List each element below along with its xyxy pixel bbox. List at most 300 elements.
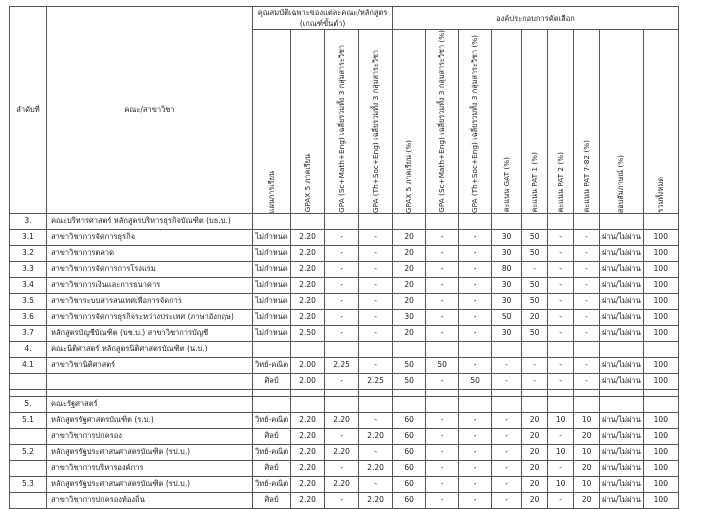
criteria-cell: ไม่กำหนด [253,277,291,293]
criteria-cell: - [492,357,522,373]
criteria-cell: - [325,492,359,508]
criteria-cell: 50 [426,357,459,373]
criteria-cell: 2.20 [291,245,325,261]
criteria-cell: 2.20 [291,476,325,492]
criteria-cell: - [459,293,492,309]
section-empty-cell [291,213,325,229]
criteria-cell: 20 [522,412,548,428]
header-col-label: คะแนน PAT 7-82 (%) [581,140,591,213]
criteria-cell: 10 [548,412,574,428]
program-name [47,373,253,389]
section-title: คณะบริหารศาสตร์ หลักสูตรบริหารธุรกิจบัณฑิต (บธ.บ.) [47,213,253,229]
criteria-cell: 100 [643,373,678,389]
criteria-cell: ผ่าน/ไม่ผ่าน [600,428,644,444]
spacer-cell [10,389,47,396]
criteria-cell: 20 [393,245,426,261]
criteria-cell: - [325,373,359,389]
criteria-cell: 2.20 [291,428,325,444]
criteria-cell: 50 [522,325,548,341]
criteria-cell: - [548,245,574,261]
criteria-cell: - [574,229,600,245]
criteria-cell: - [459,245,492,261]
criteria-cell: 2.20 [291,309,325,325]
criteria-cell: ผ่าน/ไม่ผ่าน [600,325,644,341]
criteria-cell: ผ่าน/ไม่ผ่าน [600,309,644,325]
criteria-cell: 100 [643,460,678,476]
criteria-cell: - [426,261,459,277]
criteria-cell: - [574,277,600,293]
section-empty-cell [253,213,291,229]
row-number: 5.3 [10,476,47,492]
header-col-label: GPA (Th+Soc+Eng) เฉลี่ยรวมทั้ง 3 กลุ่มสาระวิชา (%) [470,34,480,213]
section-empty-cell [393,213,426,229]
criteria-cell: วิทย์-คณิต [253,357,291,373]
criteria-cell: 50 [459,373,492,389]
spacer-cell [548,389,574,396]
section-empty-cell [574,396,600,412]
criteria-cell: 60 [393,492,426,508]
criteria-cell: - [359,261,393,277]
section-empty-cell [548,213,574,229]
criteria-cell: - [359,293,393,309]
program-name: สาขาวิชาการจัดการธุรกิจ [47,229,253,245]
criteria-cell: - [548,428,574,444]
admission-criteria-table [9,6,679,509]
section-empty-cell [459,396,492,412]
spacer-cell [253,389,291,396]
section-empty-cell [393,341,426,357]
section-empty-cell [291,341,325,357]
criteria-cell: - [548,229,574,245]
header-col-3 [359,30,393,214]
row-number: 3.5 [10,293,47,309]
criteria-cell: 2.20 [359,492,393,508]
section-empty-cell [643,213,678,229]
criteria-cell: - [426,476,459,492]
criteria-cell: ไม่กำหนด [253,325,291,341]
criteria-cell: 2.20 [291,492,325,508]
criteria-cell: - [426,428,459,444]
criteria-cell: - [359,476,393,492]
spacer-cell [492,389,522,396]
criteria-cell: - [359,309,393,325]
criteria-cell: ศิลป์ [253,460,291,476]
header-col-label: GPA (Sc+Math+Eng) เฉลี่ยรวมทั้ง 3 กลุ่มสาระวิชา (%) [437,30,447,213]
header-col-9 [548,30,574,214]
admission-criteria-sheet [9,6,679,509]
criteria-cell: - [459,476,492,492]
criteria-cell: 100 [643,357,678,373]
row-number: 3.1 [10,229,47,245]
criteria-cell: 30 [492,229,522,245]
row-number: 3.4 [10,277,47,293]
section-empty-cell [600,213,644,229]
row-number: 3.7 [10,325,47,341]
criteria-cell: วิทย์-คณิต [253,444,291,460]
section-empty-cell [492,396,522,412]
section-empty-cell [253,396,291,412]
program-name: สาขาวิชานิติศาสตร์ [47,357,253,373]
criteria-cell: ไม่กำหนด [253,229,291,245]
criteria-cell: ไม่กำหนด [253,261,291,277]
section-empty-cell [426,213,459,229]
header-group-components: องค์ประกอบการคัดเลือก [393,7,679,30]
criteria-cell: 20 [522,309,548,325]
criteria-cell: ผ่าน/ไม่ผ่าน [600,229,644,245]
criteria-cell: - [492,444,522,460]
criteria-cell: 20 [574,428,600,444]
section-empty-cell [426,396,459,412]
criteria-cell: วิทย์-คณิต [253,412,291,428]
section-number: 3. [10,213,47,229]
criteria-cell: 100 [643,261,678,277]
criteria-cell: 10 [548,476,574,492]
table-row [10,309,679,325]
criteria-cell: 2.20 [291,460,325,476]
criteria-cell: 10 [574,476,600,492]
section-number: 5. [10,396,47,412]
criteria-cell: - [426,277,459,293]
criteria-cell: - [459,460,492,476]
criteria-cell: - [459,492,492,508]
row-number [10,492,47,508]
section-empty-cell [522,341,548,357]
criteria-cell: - [359,325,393,341]
criteria-cell: 2.20 [359,428,393,444]
criteria-cell: - [325,309,359,325]
criteria-cell: - [426,245,459,261]
criteria-cell: 30 [393,309,426,325]
header-col-label: GPAX 5 ภาคเรียน [302,154,312,213]
criteria-cell: - [426,444,459,460]
criteria-cell: วิทย์-คณิต [253,476,291,492]
header-col-5 [426,30,459,214]
criteria-cell: 2.20 [359,460,393,476]
criteria-cell: - [522,261,548,277]
spacer-cell [574,389,600,396]
header-col-10 [574,30,600,214]
section-empty-cell [522,396,548,412]
table-row [10,357,679,373]
criteria-cell: 2.20 [291,412,325,428]
criteria-cell: - [426,373,459,389]
criteria-cell: 100 [643,325,678,341]
program-name: สาขาวิชาการจัดการธุรกิจระหว่างประเทศ (ภาษาอังกฤษ) [47,309,253,325]
section-empty-cell [325,213,359,229]
criteria-cell: 100 [643,229,678,245]
section-empty-cell [459,213,492,229]
section-title: คณะรัฐศาสตร์ [47,396,253,412]
criteria-cell: - [426,492,459,508]
program-name: หลักสูตรบัญชีบัณฑิต (บช.บ.) สาขาวิชาการบัญชี [47,325,253,341]
criteria-cell: - [548,460,574,476]
criteria-cell: 2.20 [325,412,359,428]
header-col-12 [643,30,678,214]
criteria-cell: - [426,309,459,325]
criteria-cell: 2.20 [325,444,359,460]
row-number: 3.6 [10,309,47,325]
section-row [10,213,679,229]
criteria-cell: ไม่กำหนด [253,245,291,261]
row-number [10,373,47,389]
criteria-cell: 20 [393,261,426,277]
criteria-cell: 100 [643,277,678,293]
header-col-0 [253,30,291,214]
table-row [10,277,679,293]
header-col-label: คะแนน PAT 1 (%) [529,152,539,213]
criteria-cell: 2.20 [291,229,325,245]
header-col-label: GPAX 5 ภาคเรียน (%) [404,139,414,213]
criteria-cell: 50 [522,245,548,261]
criteria-cell: 30 [492,293,522,309]
row-number [10,460,47,476]
criteria-cell: ผ่าน/ไม่ผ่าน [600,357,644,373]
row-number: 3.2 [10,245,47,261]
criteria-cell: 50 [492,309,522,325]
criteria-cell: - [459,428,492,444]
row-number: 3.3 [10,261,47,277]
criteria-cell: - [359,229,393,245]
criteria-cell: - [426,460,459,476]
program-name: สาขาวิชาการจัดการการโรงแรม [47,261,253,277]
criteria-cell: - [426,412,459,428]
criteria-cell: - [548,293,574,309]
criteria-cell: 50 [522,277,548,293]
table-row [10,444,679,460]
criteria-cell: 30 [492,245,522,261]
criteria-cell: - [548,325,574,341]
criteria-cell: - [548,277,574,293]
criteria-cell: 10 [548,444,574,460]
criteria-cell: - [426,293,459,309]
criteria-cell: 100 [643,309,678,325]
criteria-cell: 100 [643,428,678,444]
criteria-cell: 20 [393,229,426,245]
criteria-cell: - [325,460,359,476]
criteria-cell: 2.25 [325,357,359,373]
table-row [10,293,679,309]
section-empty-cell [359,396,393,412]
header-col-label: คะแนน PAT 2 (%) [555,152,565,213]
section-empty-cell [325,341,359,357]
criteria-cell: 60 [393,412,426,428]
section-empty-cell [600,396,644,412]
spacer-cell [459,389,492,396]
header-col-label: แผนการเรียน [266,170,276,213]
criteria-cell: 100 [643,293,678,309]
criteria-cell: - [459,357,492,373]
criteria-cell: - [574,373,600,389]
header-col-6 [459,30,492,214]
criteria-cell: - [426,229,459,245]
header-col-2 [325,30,359,214]
criteria-cell: - [492,428,522,444]
table-row [10,325,679,341]
criteria-cell: ผ่าน/ไม่ผ่าน [600,277,644,293]
criteria-cell: 100 [643,245,678,261]
header-col-label: คะแนน GAT (%) [501,157,511,213]
criteria-cell: 100 [643,444,678,460]
section-row [10,396,679,412]
section-empty-cell [600,341,644,357]
row-number: 5.1 [10,412,47,428]
criteria-cell: - [492,412,522,428]
criteria-cell: - [492,492,522,508]
criteria-cell: - [359,444,393,460]
criteria-cell: 50 [522,293,548,309]
section-empty-cell [574,213,600,229]
criteria-cell: 50 [393,373,426,389]
section-title: คณะนิติศาสตร์ หลักสูตรนิติศาสตรบัณฑิต (น.บ.) [47,341,253,357]
criteria-cell: - [325,293,359,309]
criteria-cell: ศิลป์ [253,492,291,508]
criteria-cell: - [459,229,492,245]
criteria-cell: - [459,444,492,460]
criteria-cell: 100 [643,476,678,492]
program-name: สาขาวิชาการเงินและการธนาคาร [47,277,253,293]
criteria-cell: - [492,373,522,389]
table-row [10,245,679,261]
section-empty-cell [426,341,459,357]
header-col-1 [291,30,325,214]
header-col-label: รวมทั้งหมด [655,177,665,213]
criteria-cell: ผ่าน/ไม่ผ่าน [600,444,644,460]
header-col-label: สอบสัมภาษณ์ (%) [616,154,626,213]
program-name: หลักสูตรรัฐประศาสนศาสตรบัณฑิต (รป.บ.) [47,476,253,492]
criteria-cell: 2.20 [291,261,325,277]
spacer-cell [522,389,548,396]
criteria-cell: 2.20 [325,476,359,492]
criteria-cell: - [325,325,359,341]
criteria-cell: - [459,325,492,341]
criteria-cell: 50 [393,357,426,373]
section-empty-cell [359,341,393,357]
header-col-8 [522,30,548,214]
criteria-cell: 100 [643,492,678,508]
criteria-cell: ผ่าน/ไม่ผ่าน [600,476,644,492]
criteria-cell: - [548,309,574,325]
criteria-cell: 20 [522,492,548,508]
spacer-cell [325,389,359,396]
criteria-cell: 100 [643,412,678,428]
criteria-cell: - [459,277,492,293]
criteria-cell: - [548,492,574,508]
criteria-cell: 10 [574,444,600,460]
criteria-cell: 2.20 [291,277,325,293]
section-empty-cell [253,341,291,357]
table-row [10,229,679,245]
section-empty-cell [643,396,678,412]
program-name: สาขาวิชาการปกครอง [47,428,253,444]
section-empty-cell [393,396,426,412]
criteria-cell: 50 [522,229,548,245]
section-empty-cell [574,341,600,357]
criteria-cell: ผ่าน/ไม่ผ่าน [600,261,644,277]
criteria-cell: - [325,245,359,261]
section-empty-cell [291,396,325,412]
criteria-cell: ผ่าน/ไม่ผ่าน [600,293,644,309]
criteria-cell: - [492,460,522,476]
criteria-cell: - [426,325,459,341]
header-faculty-program: คณะ/สาขาวิชา [47,7,253,214]
criteria-cell: - [548,261,574,277]
criteria-cell: - [548,373,574,389]
header-col-label: GPA (Sc+Math+Eng) เฉลี่ยรวมทั้ง 3 กลุ่มสาระวิชา [336,44,346,213]
criteria-cell: - [459,412,492,428]
header-col-4 [393,30,426,214]
section-row [10,341,679,357]
row-number: 5.2 [10,444,47,460]
criteria-cell: 30 [492,277,522,293]
criteria-cell: - [548,357,574,373]
program-name: สาขาวิชาระบบสารสนเทศเพื่อการจัดการ [47,293,253,309]
criteria-cell: - [522,373,548,389]
criteria-cell: 20 [393,277,426,293]
criteria-cell: ศิลป์ [253,373,291,389]
criteria-cell: ไม่กำหนด [253,293,291,309]
criteria-cell: - [574,245,600,261]
table-subrow [10,428,679,444]
spacer-cell [291,389,325,396]
criteria-cell: - [574,261,600,277]
spacer-cell [600,389,644,396]
criteria-cell: - [359,277,393,293]
criteria-cell: ผ่าน/ไม่ผ่าน [600,412,644,428]
criteria-cell: - [359,245,393,261]
criteria-cell: - [325,261,359,277]
section-empty-cell [325,396,359,412]
table-row [10,412,679,428]
table-subrow [10,492,679,508]
criteria-cell: - [459,309,492,325]
section-number: 4. [10,341,47,357]
criteria-cell: 20 [522,460,548,476]
section-empty-cell [492,213,522,229]
criteria-cell: 2.00 [291,373,325,389]
criteria-cell: ผ่าน/ไม่ผ่าน [600,245,644,261]
criteria-cell: 20 [393,325,426,341]
criteria-cell: 20 [522,428,548,444]
section-empty-cell [548,396,574,412]
criteria-cell: - [325,428,359,444]
criteria-cell: ศิลป์ [253,428,291,444]
criteria-cell: - [359,357,393,373]
table-row [10,261,679,277]
criteria-cell: - [325,277,359,293]
row-number: 4.1 [10,357,47,373]
table-subrow [10,373,679,389]
criteria-cell: ผ่าน/ไม่ผ่าน [600,373,644,389]
criteria-cell: 2.50 [291,325,325,341]
criteria-cell: - [359,412,393,428]
spacer-cell [643,389,678,396]
criteria-cell: - [574,309,600,325]
criteria-cell: - [522,357,548,373]
criteria-cell: ไม่กำหนด [253,309,291,325]
table-body [10,213,679,508]
criteria-cell: 60 [393,476,426,492]
criteria-cell: 10 [574,412,600,428]
criteria-cell: - [574,293,600,309]
spacer-row [10,389,679,396]
criteria-cell: 20 [393,293,426,309]
criteria-cell: 60 [393,428,426,444]
program-name: สาขาวิชาการปกครองท้องถิ่น [47,492,253,508]
criteria-cell: ผ่าน/ไม่ผ่าน [600,460,644,476]
table-subrow [10,460,679,476]
criteria-cell: 20 [522,444,548,460]
header-col-7 [492,30,522,214]
